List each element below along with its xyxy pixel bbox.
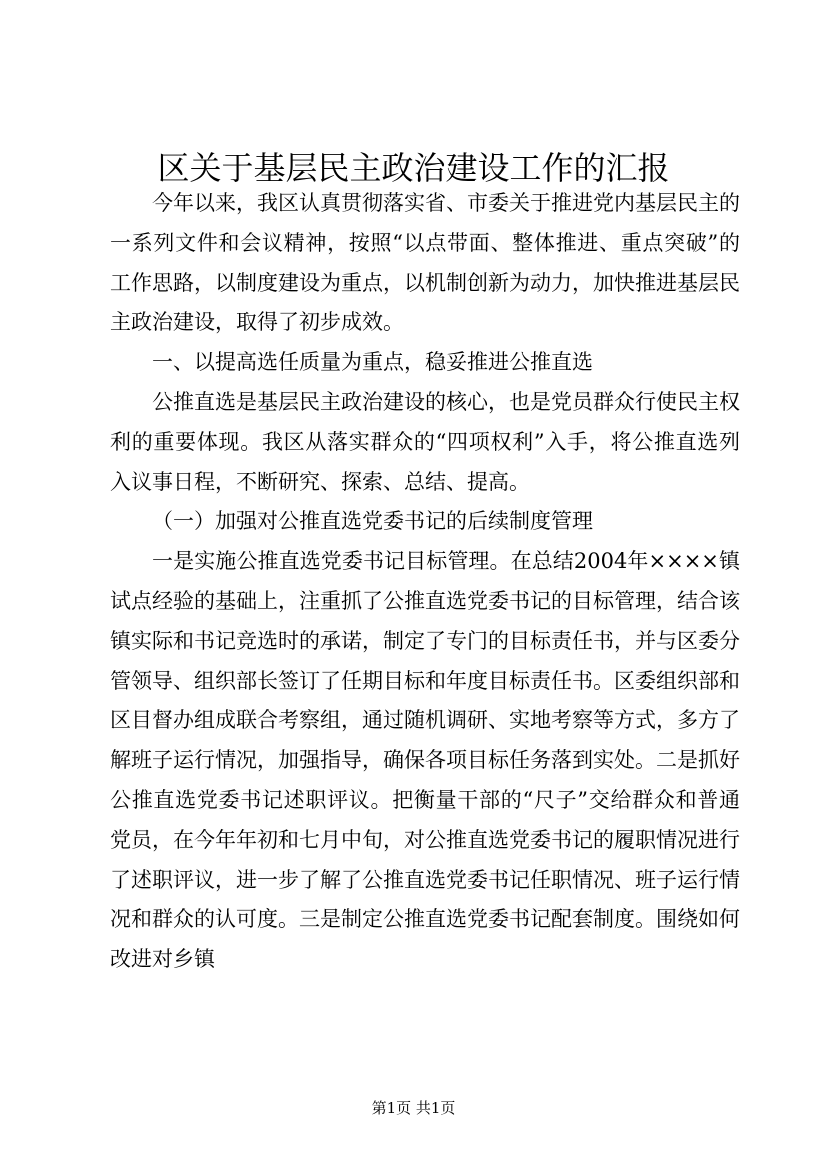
paragraph-intro: 今年以来，我区认真贯彻落实省、市委关于推进党内基层民主的一系列文件和会议精神，按照“以点带面、整体推进、重点突破”的工作思路，以制度建设为重点，以机制创新为动力，加快推进基层民主政治建设，取得了初步成效。 bbox=[110, 191, 740, 335]
heading-subsection-1: （一）加强对公推直选党委书记的后续制度管理 bbox=[152, 509, 593, 534]
document-title: 区关于基层民主政治建设工作的汇报 bbox=[157, 149, 670, 187]
page-footer: 第1页 共1页 bbox=[371, 1099, 456, 1117]
paragraph-section-1: 公推直选是基层民主政治建设的核心，也是党员群众行使民主权利的重要体现。我区从落实群众的“四项权利”入手，将公推直选列入议事日程，不断研究、探索、总结、提高。 bbox=[110, 389, 740, 494]
document-body bbox=[110, 184, 740, 980]
paragraph-subsection-1: 一是实施公推直选党委书记目标管理。在总结2004年××××镇试点经验的基础上，注重抓了公推直选党委书记的目标管理，结合该镇实际和书记竞选时的承诺，制定了专门的目标责任书，并与区委分管领导、组织部长签订了任期目标和年度目标责任书。区委组织部和区目督办组成联合考察组，通过随机调研、实地考察等方式，多方了解班子运行情况，加强指导，确保各项目标任务落到实处。二是抓好公推直选党委书记述职评议。把衡量干部的“尺子”交给群众和普通党员，在今年年初和七月中旬，对公推直选党委书记的履职情况进行了述职评议，进一步了解了公推直选党委书记任职情况、班子运行情况和群众的认可度。三是制定公推直选党委书记配套制度。围绕如何改进对乡镇 bbox=[110, 549, 740, 972]
heading-section-1: 一、以提高选任质量为重点，稳妥推进公推直选 bbox=[152, 350, 593, 375]
